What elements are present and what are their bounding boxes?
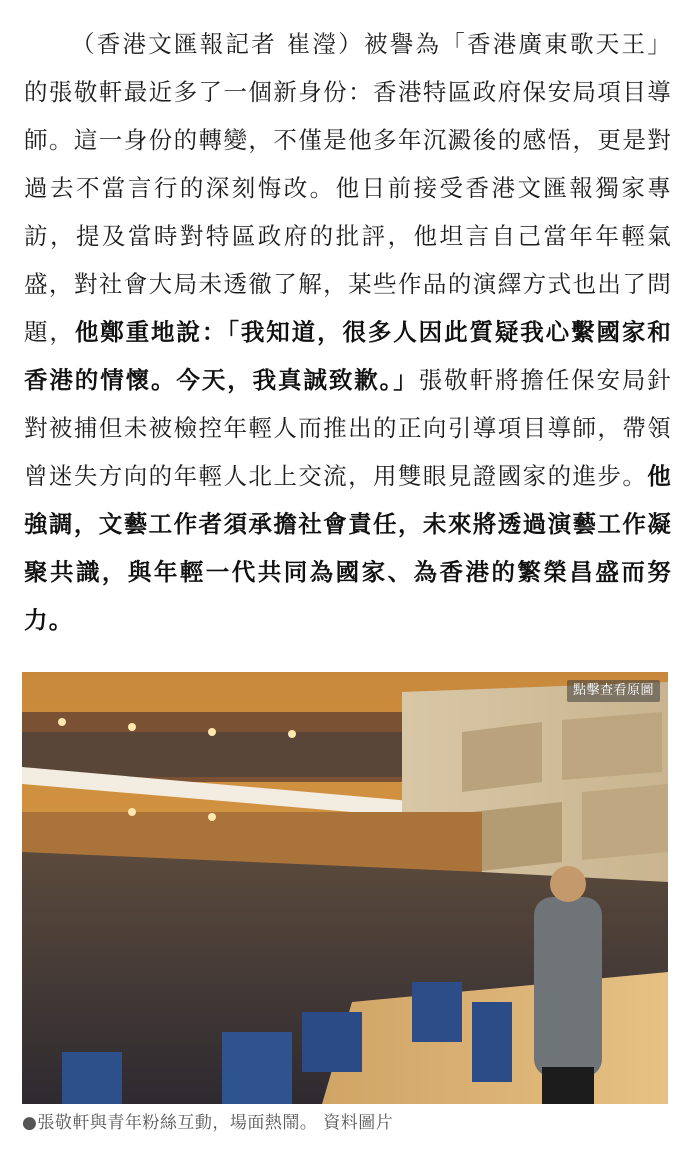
article-bold-emphasis: 他強調，文藝工作者須承擔社會責任，未來將透過演藝工作凝聚共識，與年輕一代共同為國家、為香港的繁榮昌盛而努力。	[24, 462, 672, 634]
view-original-button[interactable]: 點擊查看原圖	[567, 680, 660, 702]
article-paragraph	[24, 20, 672, 644]
article-text-continued: 張敬軒將擔任保安局針對被捕但未被檢控年輕人而推出的正向引導項目導師，帶領曾迷失方向的年輕人北上交流，用雙眼見證國家的進步。	[24, 366, 673, 490]
photo-caption: ●張敬軒與青年粉絲互動，場面熱鬧。 資料圖片	[22, 1113, 394, 1133]
article-body	[24, 20, 672, 644]
article-bold-quote: 他鄭重地說：「我知道，很多人因此質疑我心繫國家和香港的情懷。今天，我真誠致歉。」	[24, 318, 672, 394]
auditorium-photo-illustration	[22, 672, 668, 1104]
article-text: （香港文匯報記者 崔瀅）被譽為「香港廣東歌天王」的張敬軒最近多了一個新身份：香港特區政府保安局項目導師。這一身份的轉變，不僅是他多年沉澱後的感悟，更是對過去不當言行的深刻悔改。他日前接受香港文匯報獨家專訪，提及當時對特區政府的批評，他坦言自己當年年輕氣盛，對社會大局未透徹了解，某些作品的演繹方式也出了問題，	[24, 30, 672, 346]
article-photo[interactable]	[22, 672, 668, 1104]
